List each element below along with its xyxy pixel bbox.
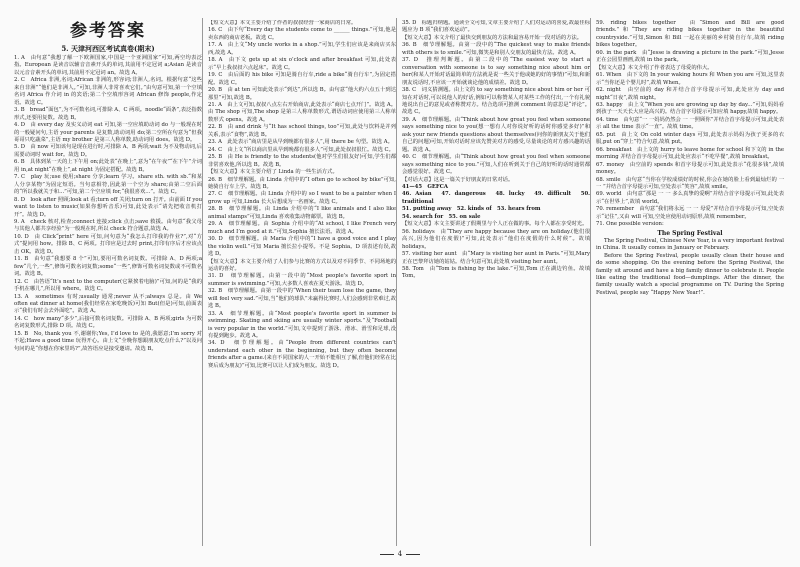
answer-item: 66. breakfast 由上文的 hurry to leave home for school 和下文的 in the morning 并结合首字母提示可知,此处应表示“不吃早餐”,故填 breakfast。 — [596, 146, 784, 161]
answer-item: 24. C 由上文“所以商店里从早到晚都有很多人”可知,此处叔叔很忙。故选 C。 — [208, 146, 394, 153]
answer-item: 25. B 由 He is friendly to the students(他对学生们很友好)可知,学生们都非常喜欢他,所以选 B。故选 B。 — [208, 154, 396, 168]
answer-item: 33. A 细节理解题。由“Most people’s favorite sport in summer is swimming. Skating and skiing are usually winter sports.”及“Football is very popular in the world.”可知,文中提到了游泳、滑冰、滑雪和足球,没有提到跑步。故选 A。 — [208, 310, 396, 340]
answer-item: 41—45 GEFCA — [402, 183, 448, 190]
answer-item: 14. C how many“多少”,后接可数名词复数。可排除 A、B 两项;girls 为可数名词复数形式,排除 D 项。故选 C。 — [14, 315, 202, 330]
footer-dash-right — [406, 554, 420, 555]
answer-item: 31. D 细节理解题。由第一段中的“Most people’s favorite sport in summer is swimming.”可知,大多数人喜欢在夏天游泳。故选 D。 — [208, 273, 396, 287]
essay-paragraph: Before the Spring Festival, people usually clean their house and do some shopping. On the evening before the Spring Festival, the family sit around and have a big family dinner to celebrate it. People like eating the traditional food—dumplings. After the dinner, the family usually watch a special programme on TV. During the Spring Festival, people say “Happy New Year!”. — [596, 252, 784, 296]
answer-item: 11. B 由句意“我想要 8 个”可知,要用可数名词复数。可排除 A、D 两项;a few“几个,一些”,修饰可数名词复数;some“一些”,修饰可数名词复数或不可数名词。故选 B。 — [14, 256, 202, 278]
answer-item: 57. visiting her aunt 由“Mary is visiting her aunt in Paris.”可知,Mary 正在巴黎拜访她的姑姑。结合句意可知,此处填 visiting her aunt。 — [402, 251, 590, 265]
answer-item: 28. B 细节理解题。由 Linda 介绍中的“I like animals and I also like animal stamps”可知,Linda 喜欢收集动物邮票。故选 B。 — [208, 206, 396, 220]
answer-item: 【对话大意】这是一篇关于好朋友的日常对话。 — [402, 176, 514, 183]
answer-item: 【短文大意】本文主要介绍了 Linda 的一些生活方式。 — [208, 169, 338, 176]
footer-dash-left — [380, 554, 394, 555]
essay-title: The Spring Festival — [657, 229, 723, 237]
answer-item: 6. B 具体到某一天的上下午用 on;此处表“在晚上”,意为“在午夜”“在下午”介词用 in,at night“在晚上”,at night 为固定搭配。故选 B。 — [14, 159, 202, 173]
page-title: 参考答案 — [70, 21, 146, 41]
answer-item: 17. A 由上文“My uncle works in a shop.”可知,学生们应该是来商店买东西,故选 A。 — [208, 42, 396, 56]
answer-item: 68. smile 由句意“当你在学校成绩好的时候,你会在她的脸上看到最灿烂的 一 一 ”并结合首字母提示可知,空处表示“笑容”,故填 smile。 — [596, 176, 784, 190]
answer-item: 38. C 词义猜测题。由上文的 to say something nice about him or her 可知在对话时,可以说他人的好话,例如可以称赞某人对某些工作的付出,一个有礼貌地说出自己的意见或者称赞对方。结合选项可推测 comment 的意思是“评论”。故选 C。 — [402, 87, 590, 116]
answer-item: 64. time 由句意“一 一妈妈仍然会 一 一照顾你”并结合首字母提示可知,此处表示 all the time 表示“一直”。故填 time。 — [596, 116, 784, 131]
answer-item: 70. remember 由句意“我们将永远 一 一 母爱”并结合首字母提示可知,空处表示“记住”,又由 will 可知,空处应使用动词原形,故填 remember。 — [596, 206, 784, 220]
answer-item: 18. A 由下文 gets up at six o’clock and after breakfast 可知,此处表示“早上我叔叔六点起床”。故选 C。 — [208, 57, 396, 71]
essay-paragraph: The Spring Festival, Chinese New Year, is a very important festival in China. It usually comes in January or February. — [596, 237, 784, 252]
answer-item: 54. search for 55. on sale — [402, 213, 481, 220]
answer-item: 32. B 细节理解题。由第一段中的“When their team lose the game, they will feel very sad.”可知,当“他们的球队”未赢得比赛时,人们会感到非常难过,故选 B。 — [208, 288, 396, 310]
answer-item: 7. C play 玩;use 使用;share 分享;learn 学习。share sth. with sb.“和某人分享某物”为固定短语。当句意相符,因此第一个空为 share;由第二空后面的“所以我就关于和...”可知,第二个空应填 for,“我很喜欢...”。故选 C。 — [14, 174, 202, 196]
answer-item: 15. B No, thank you 不,谢谢你;Yes, I’d love to 是的,我愿意;I’m sorry 对不起;Have a good time 玩得开心。由上文“全晚你想跟朋友吃点什么?”以及问句问的是“你想在你家里吗?”,故答语应是接受邀请。故选 B。 — [14, 330, 202, 352]
column-1 — [14, 20, 202, 540]
answer-item: 71. One possible version: — [596, 221, 664, 228]
answer-item: 39. A 细节理解题。由“Think about how great you feel when someone says something nice to you(想一想有人对你说好听的话时你感觉多好)”和 ask your new friends questions about themselves(问你的新朋友关于他们自己的问题)可知,开始对话时应该先赞美对方的感受,尽量谈论的对方感兴趣的话题。故选 A。 — [402, 116, 590, 153]
answer-item: 10. D 由 Click“print” here 可知,问句意为“我怎么打印我的作业?”,对“方式”提问用 how。排除 B、C 两项。打印应是过去时 print,打印有序后才应该点击 OK。故选 D。 — [14, 233, 202, 255]
answer-item: 56. holidays 由“They are happy because they are on holiday.(他们很高兴,因为他们在度假)”可知,此处表示“他们在度假的什么时候”。故填 holidays。 — [402, 228, 590, 250]
answer-item: 【短文大意】本文介绍了最快交到朋友的方法和最容易开始一段对话的方法。 — [402, 34, 583, 41]
answer-item: 20. B 由 at ten 可知此处表示“到达”,所以选 B。由句意“他大约六点五十到达那里”可知,故选 B。 — [208, 87, 396, 101]
page-footer — [0, 550, 800, 559]
column-1-body — [14, 55, 202, 353]
column-divider — [590, 18, 591, 546]
answer-item: 30. D 细节理解题。由 Maria 介绍中的“I have a good voice and I play the violin well.”可知 Maria 擅长拉小提琴。不是 Sophia。D 项表述有误,故选 D。 — [208, 236, 396, 258]
answer-item: 61. When 由下文的 In your waking hours 和 When you are 可知,这里表示“当你还是个婴儿时”,故填 When。 — [596, 72, 784, 86]
answer-item: 16. C 由下句“Every day the students come to ______ things.”可知,他是卖东西的商店老板。故选 C。 — [208, 27, 396, 41]
column-divider — [202, 18, 203, 546]
answer-item: 62. night 由空前的 day 和并结合首字母提示可知,此处应为 day and night“日夜”,故填 night。 — [596, 87, 784, 101]
answer-item: 59. riding bikes together 由“Simon and Bill are good friends.”和“They are riding bikes together in the beautiful countryside.”可知,Simon 和 Bill 一起在美丽的乡村骑自行车,故填 riding bikes together。 — [596, 20, 784, 49]
answer-item: 【短文大意】本文主要介绍了人们参与比赛的方式以及对不同季节、不同场地的运动的喜好。 — [208, 258, 396, 272]
column-2 — [208, 20, 396, 540]
column-3 — [402, 20, 590, 540]
answer-item: 5. D 由 now 可知该句是现在进行时,可排除 A、B 两项;wait 为不及物动词,后需要动词时 wait for。故选 D。 — [14, 144, 202, 158]
answer-item: 60. in the park 由“Jesse is drawing a picture in the park.”可知,Jesse 正在公园里画画,故填 in the park。 — [596, 49, 784, 64]
section-heading: 5. 天津河西区考试真卷(期末) — [61, 44, 155, 53]
answer-item: 27. C 细节理解题。由 Linda 介绍中的 so I want to be a painter when I grow up 可知,Linda 长大后想成为一名画家。故选 C。 — [208, 191, 396, 205]
answer-item: 23. A 此处表示“商店里是从早到晚都有很多人”,用 there be 句型。故选 A。 — [208, 139, 393, 146]
answer-item: 21. A 由上文可知,叔叔八点左右开始商店,此处表示“商店七点开门”。故选 A。由 The shop 可知,The shop 是第三人称单数形式,谓语动词应使用第三人称单数形式 opens。故选 A。 — [208, 101, 396, 123]
answer-item: 36. B 细节理解题。由第一段中的“The quickest way to make friends with others is to smile.”可知,微笑是和别人交朋友的最快方法。故选 A。 — [402, 42, 590, 56]
answer-item: 13. A sometimes 有时;usually 通常;never 从不;always 总是。由 We often eat dinner at home(我们经常在家吃晚饭)可知 But(但是)可知,前面表示“我们有时会去外面吃”。故选 A。 — [14, 293, 202, 315]
answer-item: 65. put 由上文 On cold winter days 可知,此处表示妈妈为孩子更多的衣服,put on“穿上”符合句意,故填 put。 — [596, 131, 784, 146]
answer-item: 58. Tom 由“Tom is fishing by the lake.”可知,Tom 正在湖边钓鱼。故填 Tom。 — [402, 265, 590, 280]
answer-item: 37. D 推理判断题。由第二段中的“The easiest way to start a conversation with someone is to say something nice about him or her(和某人开始对话最简单的方法就是说一些关于他或她的好的事情)”可知,和新朋友说话时,不应该一开始就谈论他的成绩差。故选 D。 — [402, 57, 590, 86]
answer-item: 63. happy 由上文“When you are growing up day by day...”可知,妈妈看到孩子一天天长大应是高兴的。结合首字母提示可知应填 happy,故填 happy。 — [596, 101, 784, 116]
page-number: 4 — [397, 550, 403, 558]
answer-item: 【短文大意】本文介绍了作者表达了母爱的伟大。 — [596, 64, 713, 71]
answer-item: 34. D 细节理解题。由“People from different countries can’t understand each other in the beginning, but they often become friends after a game.(来自不同国家的人一开始不能相互了解,但他们经常在比赛后成为朋友)”可知,比赛可以让人们成为朋友。故选 D。 — [208, 340, 396, 369]
answer-item: 19. C 由后面的 his bike 可知是骑自行车,ride a bike“骑自行车”,为固定搭配。故选 C。 — [208, 72, 396, 86]
answer-item: 29. A 细节理解题。由 Sophia 介绍中的“At school, I like French very much and I’m good at it.”可知,Sophia 擅长法语。故选 A。 — [208, 221, 396, 235]
answer-item: 【短文大意】本文主要讲述了假期里与个人正在做的事。每个人都在享受时光。 — [402, 221, 588, 228]
answer-item: 【短文大意】本文主要介绍了作者的叔叔经营一家商店的日常。 — [208, 20, 357, 26]
answer-item: 2. C Africa 非洲,名词;African 非洲的,形容词;非洲人,名词。根据句意“这些来自非洲”“他们是非洲人。”可知,非洲人非常喜欢它们。”由句意可知,第一个空填名词 Africa 作介词 in 的宾语;第二个空填形容词 African 修饰 people,作定语。故选 C。 — [14, 77, 202, 106]
answer-item: 3. B bread“面包”,为不可数名词,可排除 A、C 两项。noodle“面条”,表泛指数形式,还要用复数。故选 B。 — [14, 107, 202, 121]
answer-item: 35. D 标题归纳题。通读全文可知,文章主要介绍了人们对运动的喜爱,故最佳标题应为 B 项“我们喜欢运动”。 — [402, 20, 590, 34]
answer-item: 12. C 由答语“It’s next to the computer(它紧挨着电脑)”可知,问的是“我的手机在哪儿”,所以用 where。故选 C。 — [14, 278, 202, 293]
column-4 — [596, 20, 784, 540]
column-divider — [396, 18, 397, 546]
answer-item: 9. A check 核对,检查;connect 连接;click 点击;save 救援。由句意“我父母与其他人都共享经验”为一般现在时,所以 check 符合题意,故选 A。 — [14, 218, 202, 233]
answer-item: 1. A 由句意“我想了解一下欧洲国家,中国是一个亚洲国家”可知,两空均表泛指。European 是读音以辅音音素开头的单词,其前用不定冠词 a;Asian 是读音以元音音素开头的单词,其前用不定冠词 an。故选 A。 — [14, 55, 202, 76]
answer-item: 40. C 细节理解题。由“Think about how great you feel when someone says something nice to you.”可知,人们在听到关于自己的好听的话时通常都会感觉很好。故选 C。 — [402, 154, 590, 176]
answer-item: 46. Asian 47. dangerous 48. lucky 49. difficult 50. traditional — [402, 191, 590, 205]
answer-item: 26. B 细节理解题。由 Linda 介绍中的“I often go to school by bike”可知,她骑自行车上学。故选 B。 — [208, 176, 396, 190]
answer-item: 4. D 由 every day 及实义动词 eat 可知,第一空应填助动词 do 与一般现在时的一般疑问句,主语 your parents 是复数,助动词用 do;第二空所在句意为“但我哥哥只吃蔬菜”,主语 my brother 是第三人称单数,助动词用 does。故选 D。 — [14, 122, 202, 143]
answer-item: 8. D look after 照顾;look at 看;turn off 关闭;turn on 打开。由前面 If you want to listen to music(如果你想听音乐)可知,此处表示“请先把收音机打开”。故选 D。 — [14, 196, 202, 218]
answer-item: 67. money 由空前的 spends 和首字母提示可知,此处表示“花很多钱”,故填 money。 — [596, 161, 784, 176]
answer-item: 51. putting away 52. kinds of 53. hears from — [402, 206, 541, 213]
answer-item: 69. world 由句意“那是 一 一 多么真挚的爱啊”并结合首字母提示可知,此处表示“在世界上”,故填 world。 — [596, 191, 784, 205]
answer-item: 22. B 由 and drink 与“It has school things, too”可知,此处与饮料是并列关系,表示“食物”,故选 B。 — [208, 124, 396, 138]
